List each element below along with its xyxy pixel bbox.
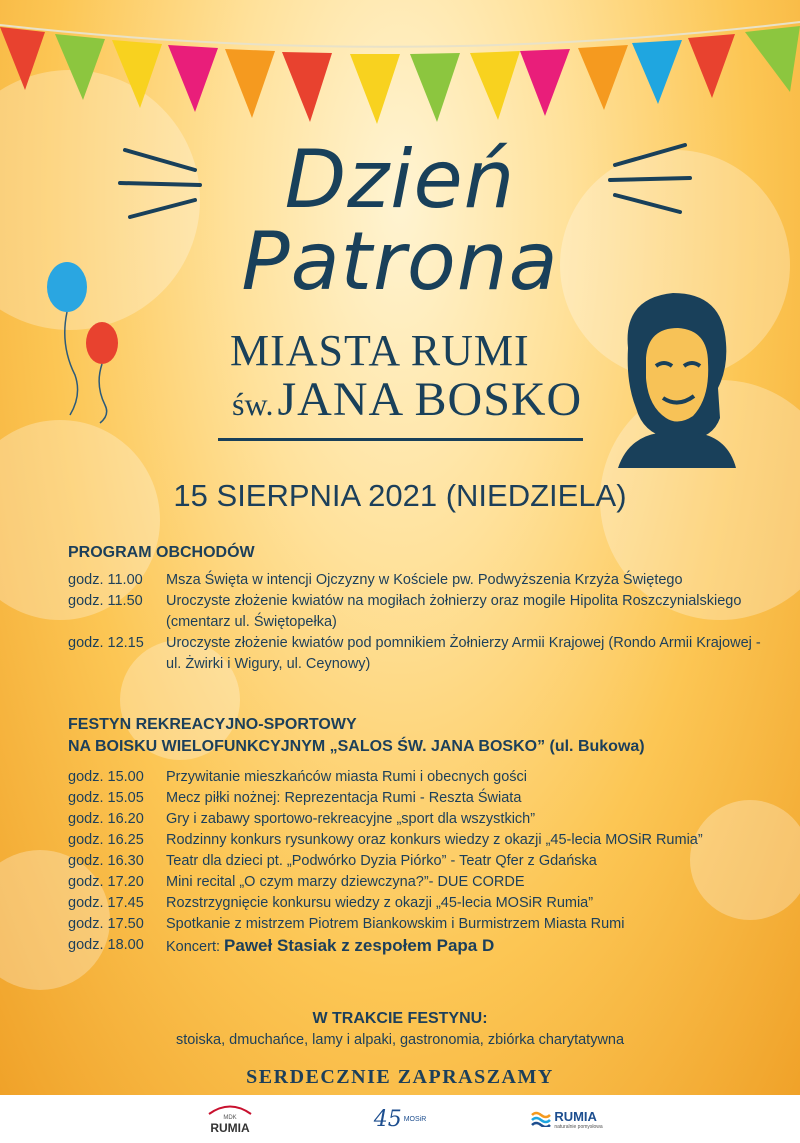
row-time: godz. 16.30 [68, 853, 144, 869]
subtitle-city: MIASTA RUMI [230, 326, 530, 375]
logo1-main: RUMIA [210, 1121, 250, 1135]
title-line-1: Dzień [284, 133, 516, 226]
subtitle-prefix: św. [232, 386, 274, 422]
row-desc: Teatr dla dzieci pt. „Podwórko Dyzia Piórko” - Teatr Qfer z Gdańska [166, 853, 597, 869]
row-desc: Przywitanie mieszkańców miasta Rumi i obecnych gości [166, 769, 528, 785]
festyn-row [68, 788, 768, 809]
invitation-text: SERDECZNIE ZAPRASZAMY [246, 1066, 554, 1088]
festyn-list [68, 767, 768, 958]
roof-icon [207, 1103, 253, 1115]
row-time: godz. 17.20 [68, 874, 144, 890]
festyn-row [68, 830, 768, 851]
title-underline [218, 438, 583, 441]
row-time: godz. 16.20 [68, 811, 144, 827]
logo3-small: naturalnie pomysłowa [554, 1123, 603, 1130]
mosir-45-logo [370, 1099, 430, 1139]
flag-yellow [112, 40, 162, 108]
festyn-row [68, 872, 768, 893]
logo1-small: MDK [223, 1115, 237, 1121]
festyn-row [68, 914, 768, 935]
row-time: godz. 15.00 [68, 769, 144, 785]
festyn-row [68, 851, 768, 872]
program-list [68, 570, 768, 675]
festyn-row-concert [68, 935, 768, 958]
subtitle-name: JANA BOSKO [277, 373, 583, 426]
row-time: godz. 11.50 [68, 593, 143, 609]
flag-blue [632, 40, 682, 104]
row-time: godz. 17.50 [68, 916, 144, 932]
flag-pink [520, 49, 570, 116]
festyn-location: NA BOISKU WIELOFUNKCYJNYM „SALOS ŚW. JANA BOSKO” (ul. Bukowa) [68, 738, 645, 755]
rumia-city-logo [522, 1099, 612, 1139]
flag-red [688, 34, 735, 98]
logo2-number: 45 [373, 1106, 402, 1132]
row-desc: Uroczyste złożenie kwiatów na mogiłach żołnierzy oraz mogile Hipolita Roszczynialskiego (cmentarz ul. Świętopełka) [166, 593, 742, 630]
logo2-text: MOSiR [403, 1115, 427, 1123]
flag-orange [225, 49, 275, 118]
row-desc: Rodzinny konkurs rysunkowy oraz konkurs wiedzy z okazji „45-lecia MOSiR Rumia” [166, 832, 703, 848]
row-time: godz. 15.05 [68, 790, 144, 806]
program-row [68, 633, 768, 675]
row-time: godz. 18.00 [68, 937, 144, 953]
footer-logos [0, 1095, 800, 1143]
waves-icon [531, 1111, 551, 1127]
row-desc: Rozstrzygnięcie konkursu wiedzy z okazji „45-lecia MOSiR Rumia” [166, 895, 594, 911]
flag-red [0, 27, 45, 90]
festyn-row [68, 893, 768, 914]
row-desc: Spotkanie z mistrzem Piotrem Biankowskim i Burmistrzem Miasta Rumi [166, 916, 625, 932]
row-time: godz. 16.25 [68, 832, 144, 848]
flag-yellow [350, 54, 400, 124]
program-title: PROGRAM OBCHODÓW [68, 544, 255, 561]
row-desc: Mecz piłki nożnej: Reprezentacja Rumi - Reszta Świata [166, 790, 522, 806]
flag-orange [578, 45, 628, 110]
title-line-2: Patrona [241, 215, 559, 308]
logo3-main: RUMIA [554, 1108, 597, 1124]
festyn-row [68, 767, 768, 788]
row-desc: Msza Święta w intencji Ojczyzny w Kościele pw. Podwyższenia Krzyża Świętego [166, 572, 683, 588]
during-description: stoiska, dmuchańce, lamy i alpaki, gastronomia, zbiórka charytatywna [175, 1032, 625, 1048]
festyn-row [68, 809, 768, 830]
flag-green [55, 34, 105, 100]
mdk-rumia-logo [195, 1099, 265, 1139]
red-balloon [86, 322, 118, 364]
row-time: godz. 11.00 [68, 572, 143, 588]
during-title: W TRAKCIE FESTYNU: [312, 1010, 488, 1027]
flag-green [745, 26, 800, 92]
concert-prefix: Koncert: [166, 939, 220, 955]
row-desc: Gry i zabawy sportowo-rekreacyjne „sport dla wszystkich” [166, 811, 536, 827]
event-date: 15 SIERPNIA 2021 (NIEDZIELA) [173, 478, 627, 513]
festyn-title: FESTYN REKREACYJNO-SPORTOWY [68, 716, 357, 733]
saint-portrait-illustration [608, 288, 738, 468]
row-time: godz. 17.45 [68, 895, 144, 911]
program-row [68, 591, 768, 633]
row-desc: Uroczyste złożenie kwiatów pod pomnikiem Żołnierzy Armii Krajowej (Rondo Armii Krajowej - ul. Żwirki i Wigury, ul. Ceynowy) [166, 635, 761, 672]
program-row [68, 570, 768, 591]
concert-performer: Paweł Stasiak z zespołem Papa D [224, 936, 495, 955]
flag-yellow [470, 51, 520, 120]
flag-green [410, 53, 460, 122]
flag-pink [168, 45, 218, 112]
flag-red [282, 52, 332, 122]
bunting-garland [0, 0, 800, 140]
row-desc: Mini recital „O czym marzy dziewczyna?”- DUE CORDE [166, 874, 525, 890]
row-time: godz. 12.15 [68, 635, 144, 651]
subtitle-patron [232, 372, 592, 427]
